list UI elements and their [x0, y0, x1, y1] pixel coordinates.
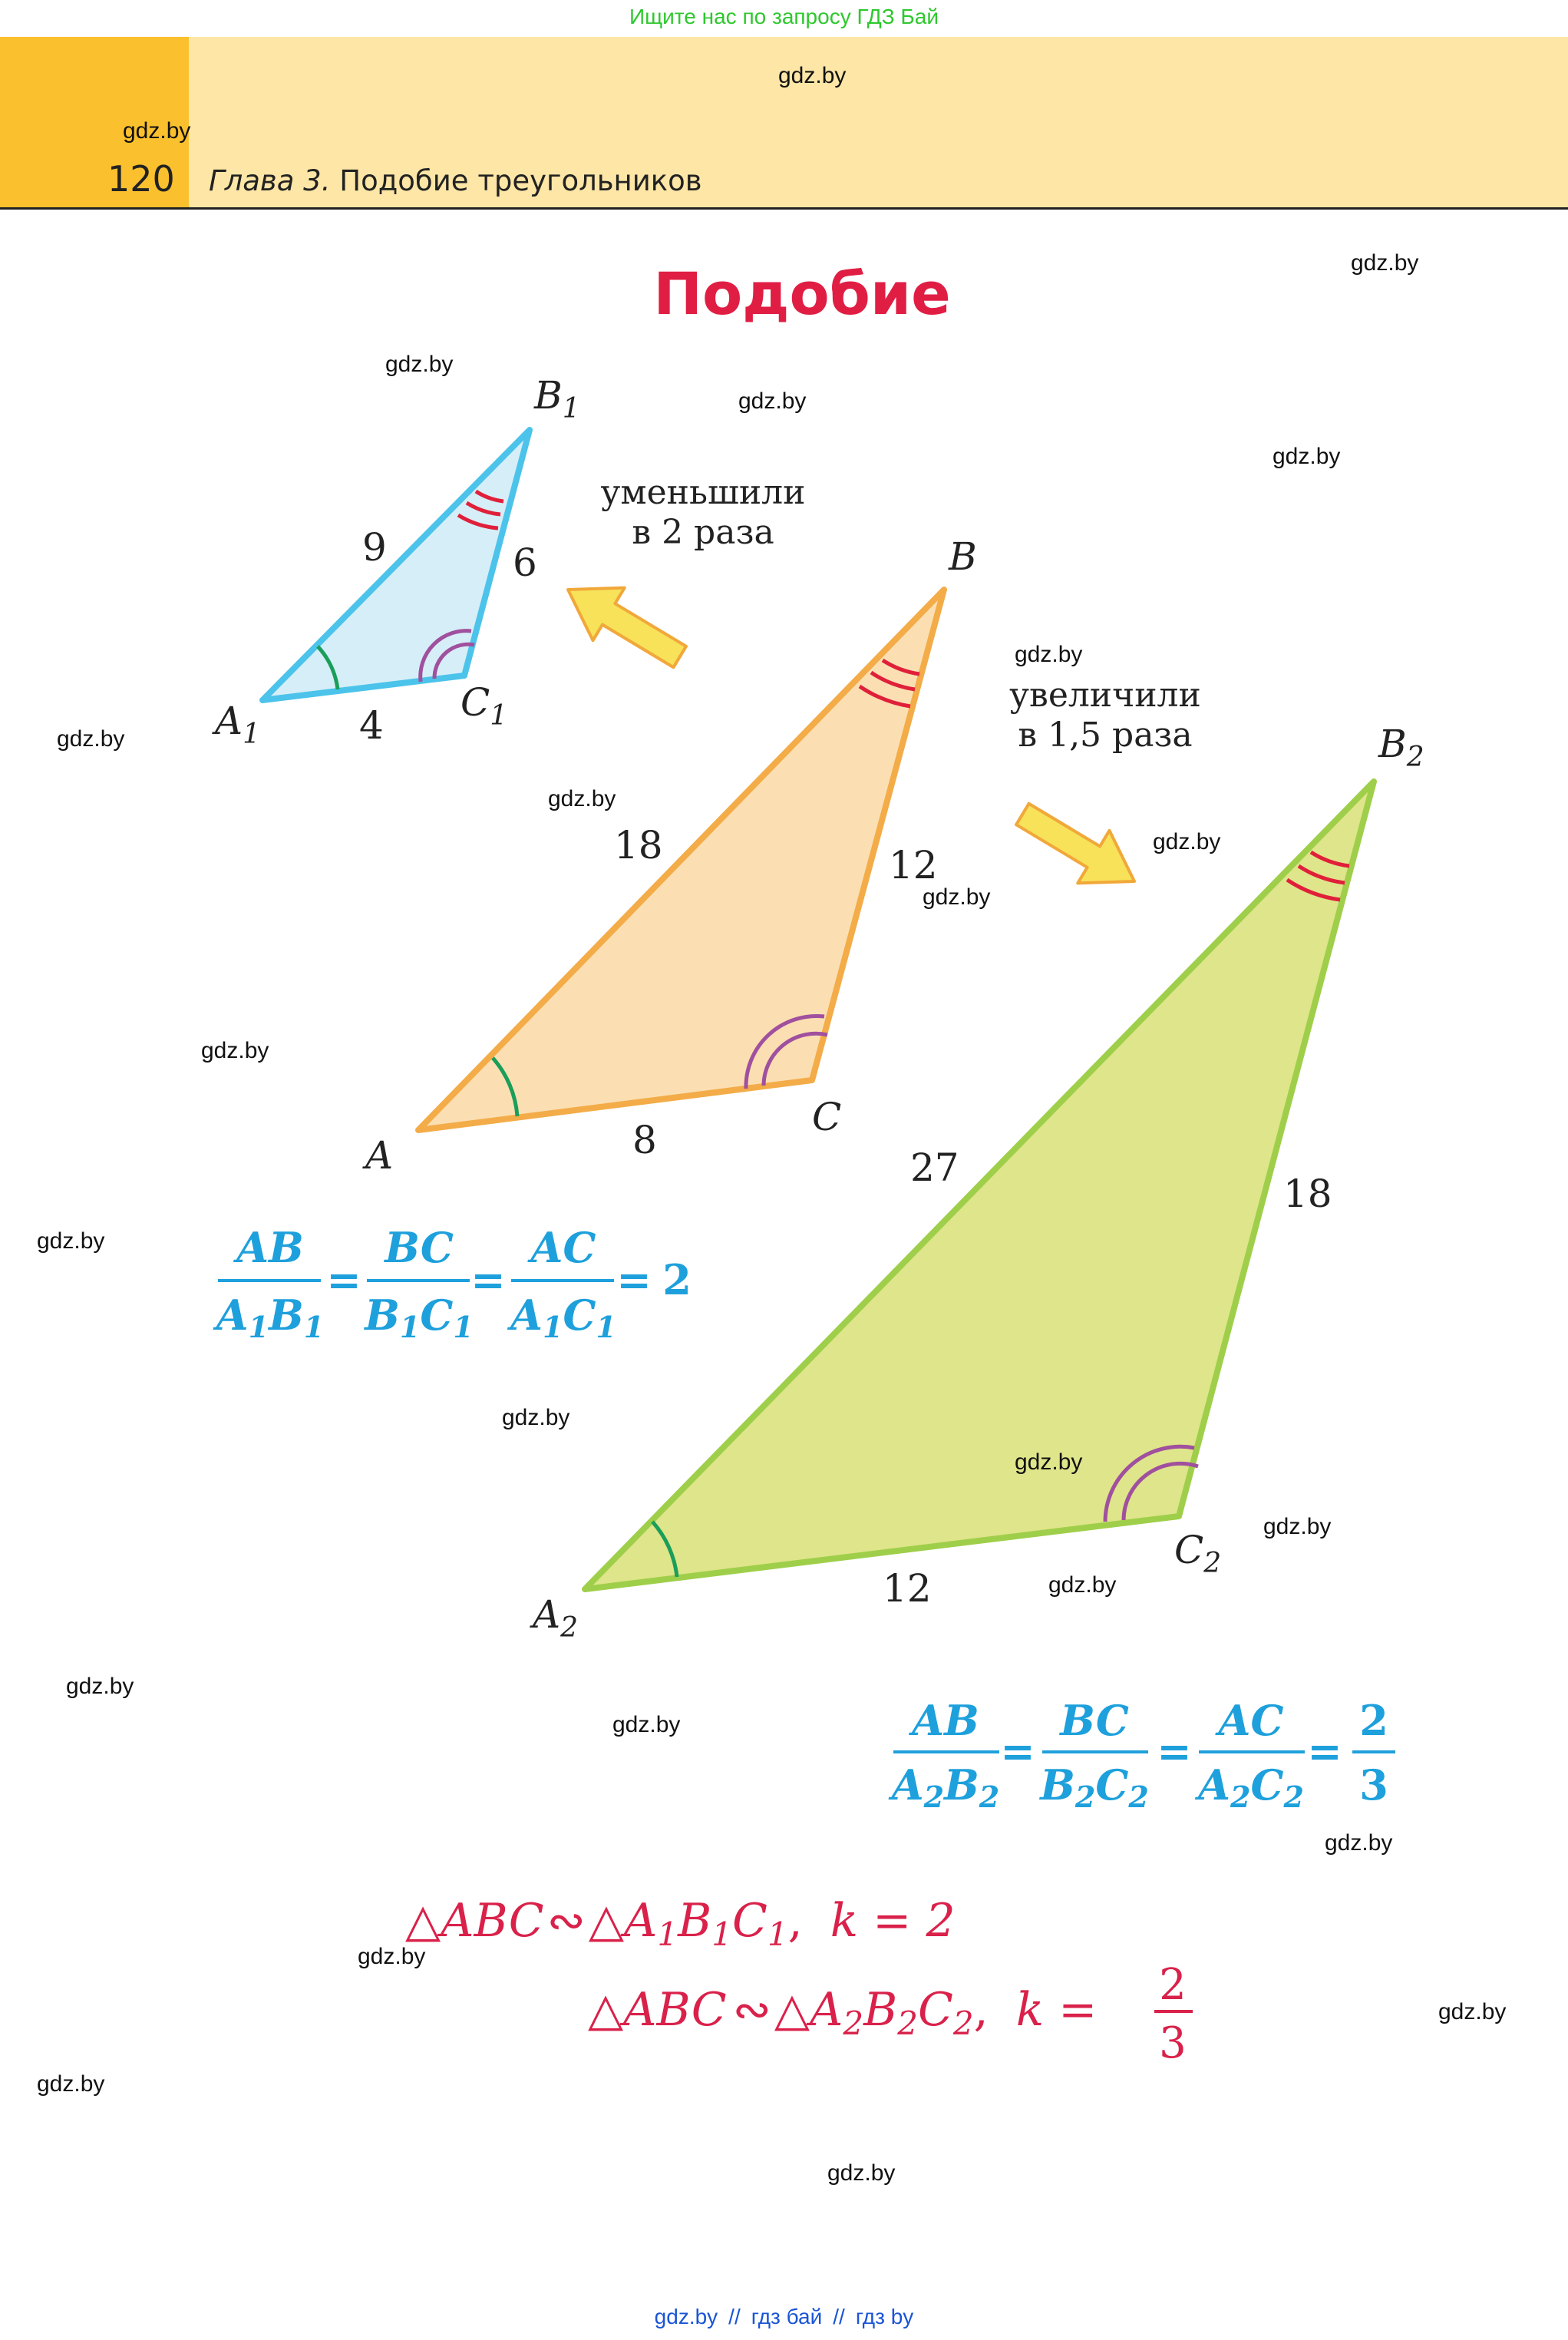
triangle-small-shape — [262, 430, 530, 700]
vertex-a1: $A_1$ — [215, 699, 261, 750]
triangle-small — [262, 430, 530, 700]
watermark: gdz.by — [1325, 1830, 1393, 1856]
ratio2-result-numerator: 2 — [1359, 1696, 1388, 1745]
ratio1-fraction-bar-2 — [367, 1279, 470, 1282]
watermark: gdz.by — [1015, 642, 1083, 667]
footer-separator: // — [833, 2305, 845, 2328]
watermark: gdz.by — [923, 884, 991, 910]
ratio2-fraction-bar-1 — [893, 1750, 999, 1753]
page-number: 120 — [107, 158, 175, 200]
ratio1-result: 2 — [662, 1255, 692, 1304]
ratio2-equals-2: = — [1157, 1727, 1192, 1776]
ratio2-fraction-bar-2 — [1042, 1750, 1148, 1753]
ratio-equation-1 — [213, 1223, 692, 1344]
watermark: gdz.by — [1263, 1514, 1332, 1539]
side-label-b2c2: 18 — [1283, 1172, 1332, 1216]
similarity-statement-2 — [588, 1960, 1193, 2068]
side-label-b1c1: 6 — [513, 540, 537, 585]
vertex-c1: $C_1$ — [460, 680, 508, 732]
watermark: gdz.by — [548, 786, 616, 811]
vertex-b: B — [949, 534, 977, 579]
similarity-k-denominator: 3 — [1159, 2018, 1187, 2068]
similarity-k-numerator: 2 — [1159, 1960, 1187, 2010]
vertex-a2: $A_2$ — [533, 1592, 579, 1644]
watermark: gdz.by — [502, 1405, 570, 1430]
ratio2-equals-1: = — [1000, 1727, 1035, 1776]
watermark: gdz.by — [1273, 444, 1341, 469]
top-search-banner[interactable]: Ищите нас по запросу ГДЗ Бай — [629, 5, 939, 28]
footer-links — [0, 2305, 1568, 2329]
watermark: gdz.by — [1048, 1572, 1117, 1598]
arrow-enlarge — [1007, 788, 1150, 907]
chapter-title: Подобие треугольников — [339, 164, 702, 197]
watermark: gdz.by — [358, 1944, 426, 1969]
ratio2-numerator-1: AB — [912, 1696, 979, 1745]
side-label-bc: 12 — [889, 843, 938, 887]
footer-link-gdz-bai[interactable]: гдз бай — [751, 2305, 823, 2328]
watermark: gdz.by — [201, 1038, 269, 1063]
watermark: gdz.by — [385, 352, 454, 377]
ratio1-numerator-1: AB — [236, 1223, 304, 1272]
ratio1-denominator-1: A1B1 — [216, 1291, 325, 1344]
watermark: gdz.by — [1351, 250, 1419, 276]
ratio2-fraction-bar-3 — [1199, 1750, 1305, 1753]
watermark: gdz.by — [1153, 829, 1221, 854]
side-label-a2b2: 27 — [910, 1145, 959, 1190]
watermark: gdz.by — [1015, 1449, 1083, 1475]
watermark: gdz.by — [57, 726, 125, 752]
footer-link-gdz-by[interactable]: gdz.by — [654, 2305, 718, 2328]
ratio-equation-2 — [888, 1696, 1395, 1814]
caption-enlarged-line2: в 1,5 раза — [1018, 716, 1193, 755]
caption-reduced-line1: уменьшили — [600, 473, 806, 512]
caption-enlarged-line1: увеличили — [1009, 676, 1201, 715]
ratio2-result-bar — [1352, 1750, 1395, 1753]
caption-reduced-line2: в 2 раза — [632, 513, 774, 552]
similarity-line-1: $\triangle ABC∾\triangle A_1B_1C_1$, k = 2 — [405, 1894, 956, 1953]
ratio2-denominator-2: B2C2 — [1040, 1760, 1149, 1814]
ratio1-denominator-3: A1C1 — [510, 1291, 616, 1344]
vertex-a: A — [365, 1133, 394, 1178]
watermark: gdz.by — [66, 1674, 134, 1699]
ratio2-equals-3: = — [1307, 1727, 1342, 1776]
side-label-a1b1: 9 — [362, 525, 387, 570]
ratio1-equals-2: = — [470, 1255, 506, 1304]
ratio1-denominator-2: B1C1 — [365, 1291, 474, 1344]
ratio1-fraction-bar-1 — [218, 1279, 321, 1282]
watermark: gdz.by — [1438, 1999, 1507, 2024]
ratio2-denominator-1: A2B2 — [891, 1760, 1000, 1814]
side-label-a1c1: 4 — [359, 703, 384, 748]
watermark: gdz.by — [37, 1228, 105, 1254]
ratio1-fraction-bar-3 — [511, 1279, 614, 1282]
ratio2-denominator-3: A2C2 — [1198, 1760, 1304, 1814]
triangle-middle-shape — [418, 590, 944, 1130]
page-title: Подобие — [653, 259, 951, 328]
watermark: gdz.by — [37, 2071, 105, 2097]
triangle-middle — [418, 590, 944, 1130]
watermark: gdz.by — [123, 118, 191, 144]
similarity-statement-1 — [405, 1894, 956, 1953]
vertex-b1: $B_1$ — [534, 373, 580, 425]
vertex-c: C — [812, 1095, 842, 1139]
ratio1-numerator-3: AC — [530, 1223, 596, 1272]
arrow-enlarge-icon — [1007, 788, 1150, 907]
vertex-b2: $B_2$ — [1378, 722, 1424, 773]
side-label-ac: 8 — [632, 1118, 657, 1162]
watermark: gdz.by — [827, 2160, 896, 2186]
ratio2-result-denominator: 3 — [1359, 1760, 1388, 1810]
chapter-label: Глава 3. — [209, 164, 331, 197]
footer-link-gdz-by-alt[interactable]: гдз by — [855, 2305, 914, 2328]
footer-separator: // — [728, 2305, 741, 2328]
side-label-ab: 18 — [614, 823, 663, 868]
similarity-line-2: △ABC $∾\triangle A_2B_2C_2$, k = — [588, 1983, 1098, 2042]
watermark: gdz.by — [612, 1712, 681, 1737]
ratio1-numerator-2: BC — [385, 1223, 454, 1272]
arrow-reduce-icon — [552, 564, 695, 683]
similarity-k-bar — [1154, 2010, 1193, 2013]
side-label-a2c2: 12 — [883, 1566, 932, 1611]
arrow-reduce — [552, 564, 695, 683]
watermark: gdz.by — [778, 63, 847, 88]
ratio1-equals-3: = — [616, 1255, 652, 1304]
ratio2-numerator-2: BC — [1060, 1696, 1129, 1745]
ratio2-numerator-3: AC — [1218, 1696, 1284, 1745]
watermark: gdz.by — [738, 388, 807, 414]
ratio1-equals-1: = — [326, 1255, 361, 1304]
vertex-c2: $C_2$ — [1174, 1528, 1222, 1579]
